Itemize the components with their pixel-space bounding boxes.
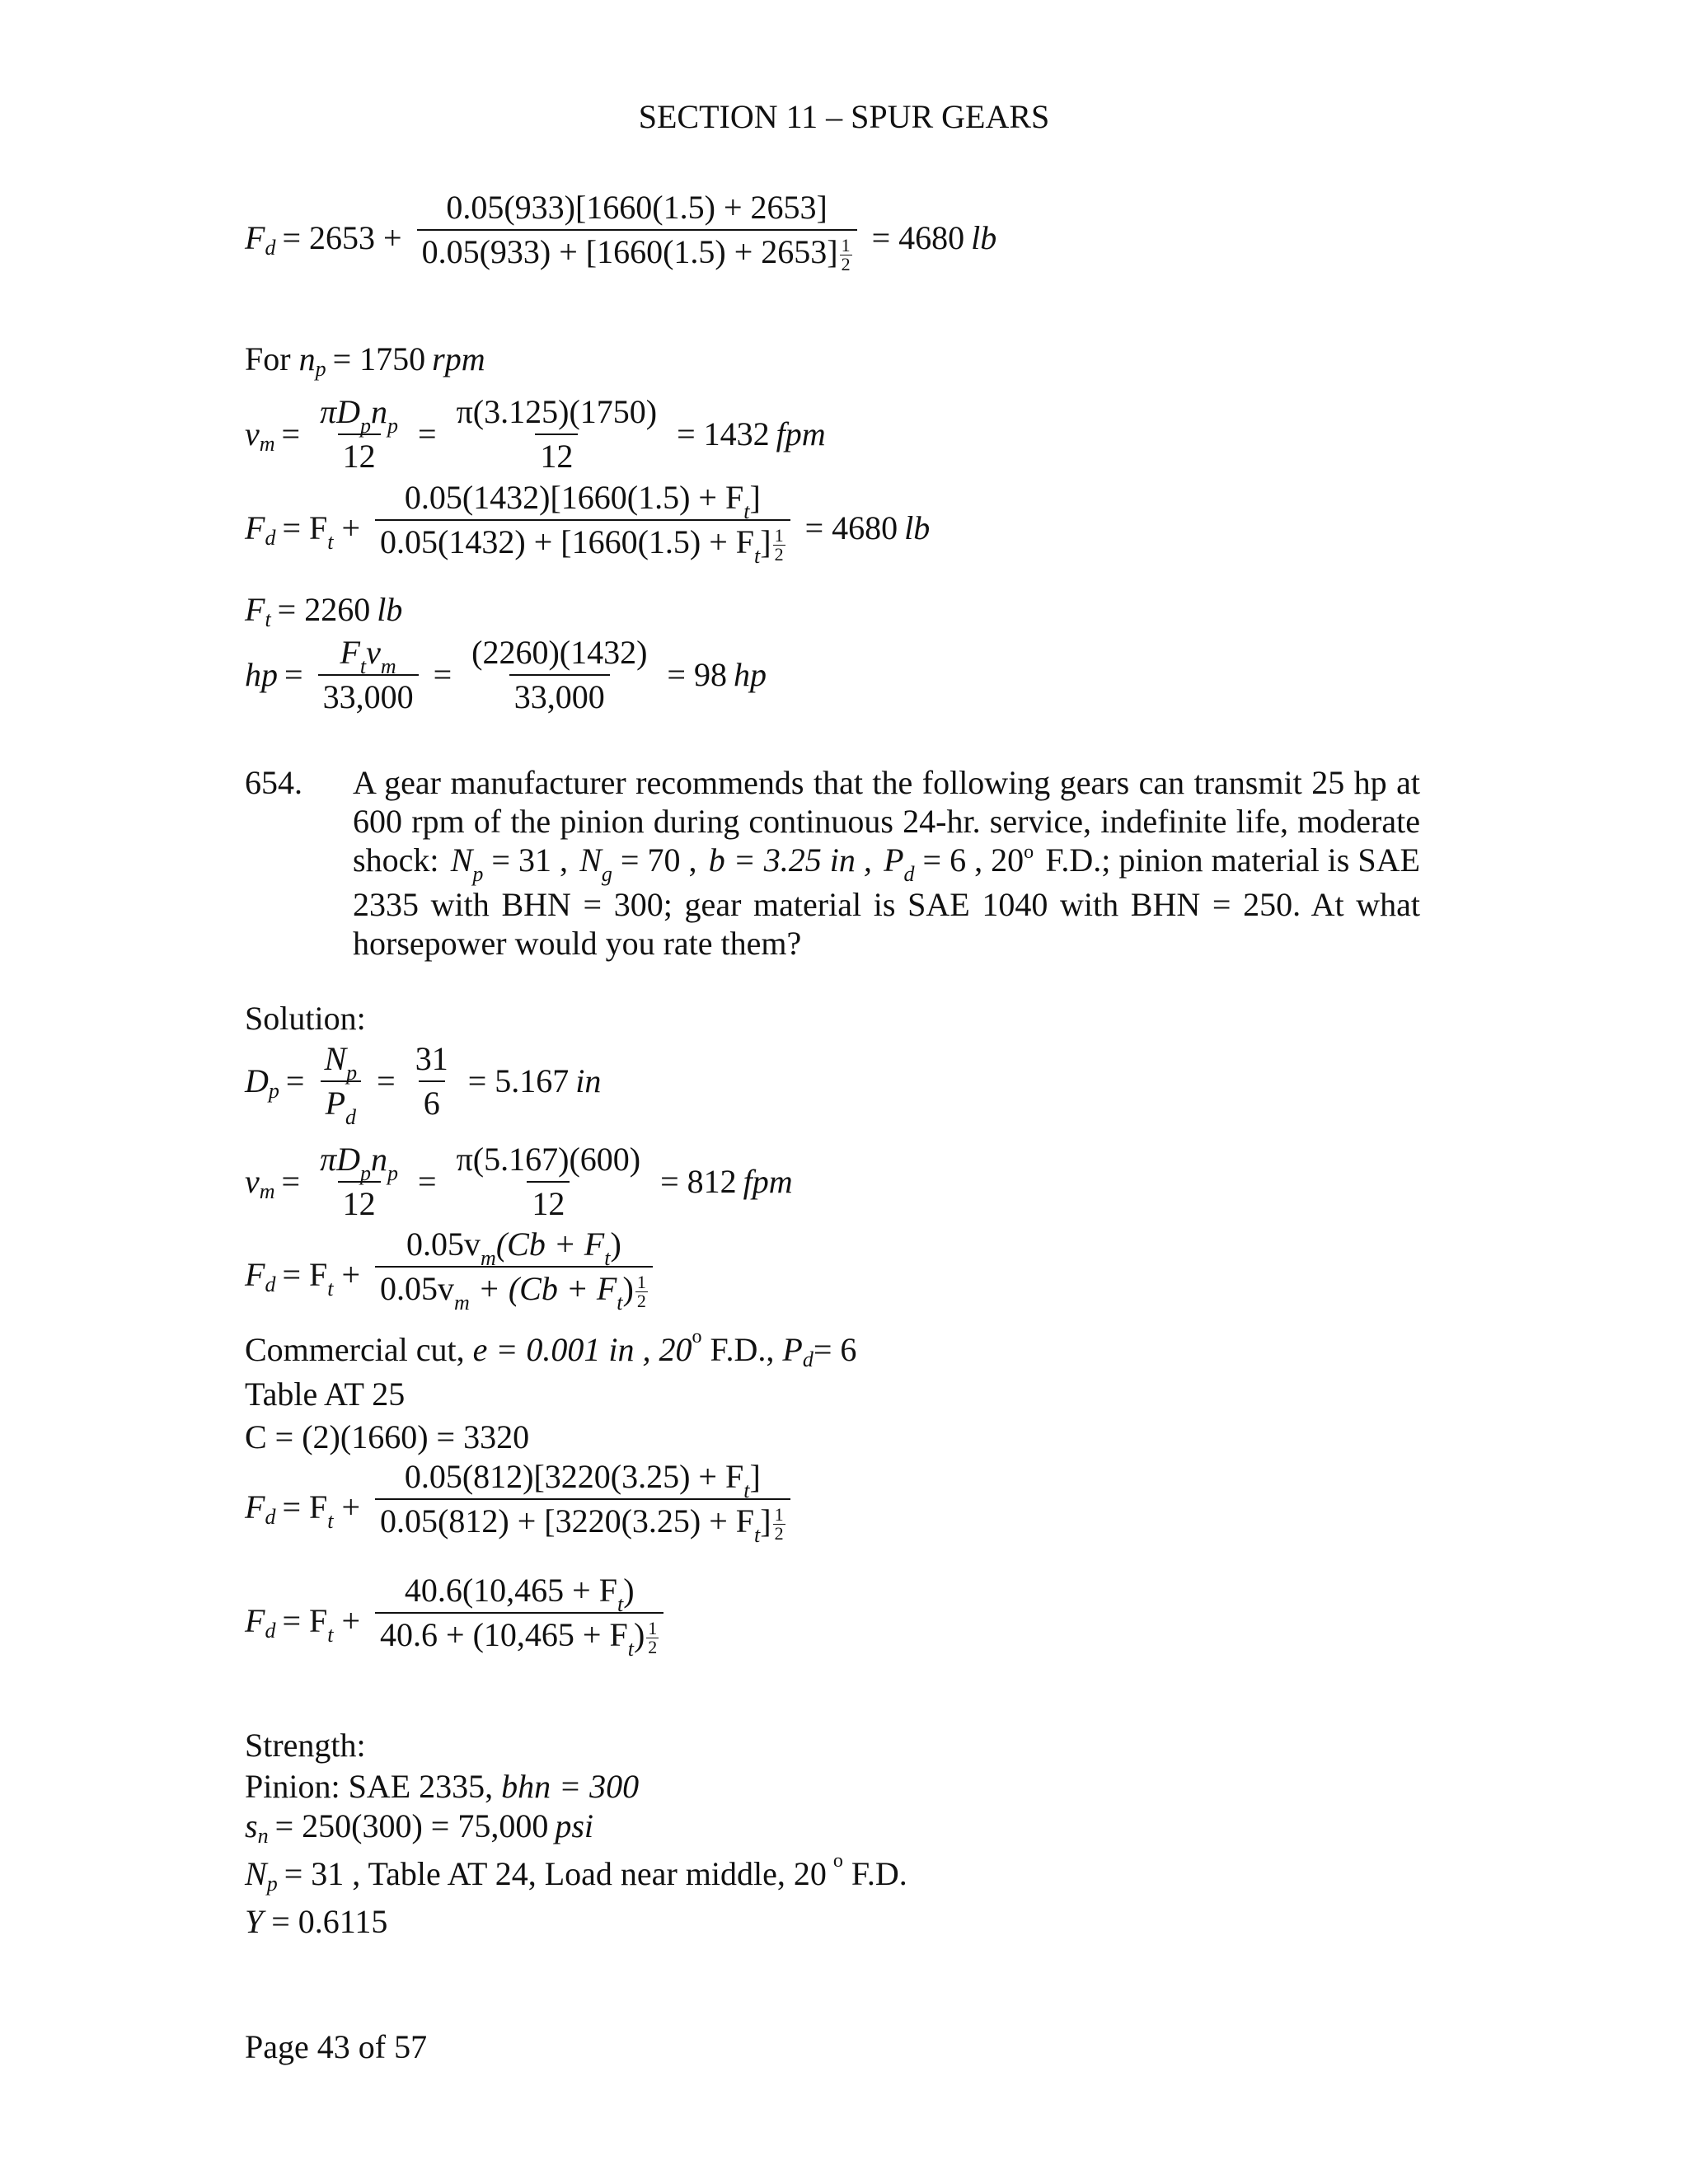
fd-equation-1: F d = 2653 + 0.05(933)[1660(1.5) + 2653] 0.05(933) + [1660(1.5) + 2653] $\frac{1}{2}$ = 4680 lb bbox=[245, 191, 996, 285]
fraction: $\frac{(2260)(1432)}{33,000}$ bbox=[471, 634, 648, 715]
problem-number: 654. bbox=[245, 764, 302, 801]
commercial-line: Commercial cut, e = 0.001 in , 20 o F.D., P d = 6 bbox=[245, 1326, 857, 1371]
fraction: $0.05(1432)[1660(1.5) + F_t]$ $0.05(1432) + [1660(1.5) + F_t]$ $\frac{1}{2}$ bbox=[375, 481, 790, 575]
fd-equation-2: F d = $F_t$ + $0.05(1432)[1660(1.5) + F_t]$ $0.05(1432) + [1660(1.5) + F_t]$ $\frac{1}{2}$ = 4680 lb bbox=[245, 481, 930, 575]
fd-equation-4: F d = $F_t$ + $40.6(10,465 + F_t)$ $40.6 + (10,465 + F_t)$ $\frac{1}{2}$ bbox=[245, 1574, 672, 1668]
table-reference: Table AT 25 bbox=[245, 1376, 406, 1413]
fraction: 0.05(933)[1660(1.5) + 2653] 0.05(933) + [1660(1.5) + 2653] $\frac{1}{2}$ bbox=[417, 191, 857, 285]
np-table-line: N p = 31 , Table AT 24, Load near middle, 20 o F.D. bbox=[245, 1850, 907, 1896]
problem-statement: A gear manufacturer recommends that the following gears can transmit 25 hp at 600 rpm of the pinion during continuous 24-hr. service, indefinite life, moderate shock: $N_p = 31$ , $N_g = 70$ , b = 3.25 in , $P_d = 6$ , 20$^o$ F.D.; pinion material is SAE 2335 with BHN = 300; gear material is SAE 1040 with BHN = 250. At what horsepower would you rate them? bbox=[353, 764, 1420, 962]
hp-equation: hp = $\frac{F_tv_m}{33,000}$ = $\frac{(2260)(1432)}{33,000}$ = 98 hp bbox=[245, 634, 767, 715]
strength-label: Strength: bbox=[245, 1727, 366, 1764]
fd-equation-3: F d = $F_t$ + $0.05(812)[3220(3.25) + F_t]$ $0.05(812) + [3220(3.25) + F_t]$ $\frac{1}{2}$ bbox=[245, 1460, 799, 1554]
ft-line: F t = 2260 lb bbox=[245, 591, 403, 631]
pinion-line: Pinion: SAE 2335, bhn = 300 bbox=[245, 1768, 640, 1805]
fd-equation-general: F d = $F_t$ + $0.05v_m(Cb + F_t)$ $0.05v_m + (Cb + F_t)$ $\frac{1}{2}$ bbox=[245, 1228, 661, 1322]
fraction: $\frac{\pi(3.125)(1750)}{12}$ bbox=[456, 393, 658, 475]
fraction: $\frac{\pi D_pn_p}{12}$ bbox=[320, 393, 399, 475]
y-line: Y = 0.6115 bbox=[245, 1903, 388, 1940]
vm-equation-1: v m = $\frac{\pi D_pn_p}{12}$ = $\frac{\pi(3.125)(1750)}{12}$ = 1432 fpm bbox=[245, 393, 826, 475]
dp-equation: D p = $\frac{N_p}{P_d}$ = $\frac{31}{6}$ = 5.167 in bbox=[245, 1040, 602, 1129]
c-equation: C = (2)(1660) = 3320 bbox=[245, 1418, 530, 1455]
vm-equation-2: v m = $\frac{\pi D_pn_p}{12}$ = $\frac{\pi(5.167)(600)}{12}$ = 812 fpm bbox=[245, 1141, 793, 1222]
solution-label: Solution: bbox=[245, 1000, 366, 1037]
fraction: $\frac{F_tv_m}{33,000}$ bbox=[318, 636, 419, 714]
sn-line: s n = 250(300) = 75,000 psi bbox=[245, 1807, 594, 1848]
page-footer: Page 43 of 57 bbox=[245, 2028, 428, 2065]
np-line: For n p = 1750 rpm bbox=[245, 340, 485, 381]
page-header: SECTION 11 – SPUR GEARS bbox=[638, 98, 1050, 135]
